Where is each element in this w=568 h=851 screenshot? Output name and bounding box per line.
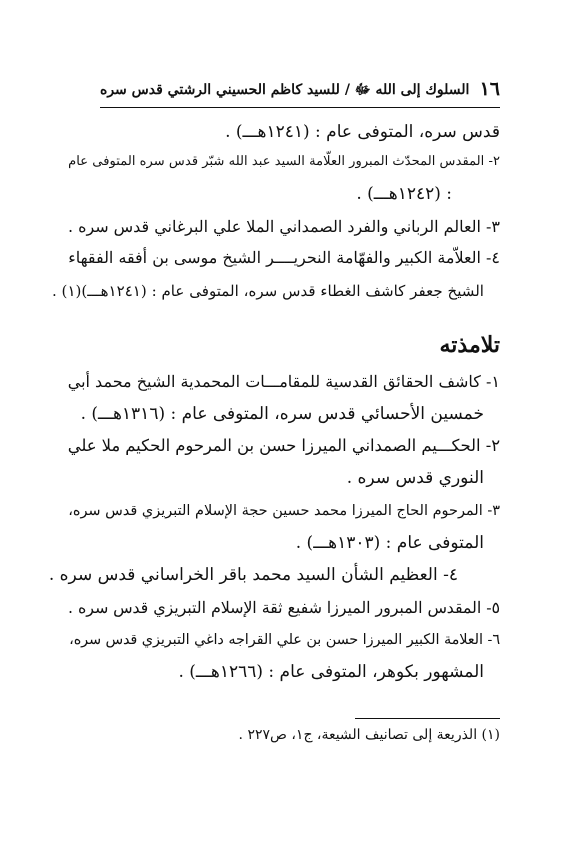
text-line: ٤- العلاّمة الكبير والفهّامة النحريــــر الشيخ موسى بن أفقه الفقهاء (68, 248, 500, 267)
text-line: ٢- المقدس المحدّث المبرور العلّامة السيد عبد الله شبّر قدس سره المتوفى عام (68, 154, 500, 169)
text-line: ١- كاشف الحقائق القدسية للمقامـــات المحمدية الشيخ محمد أبي (67, 372, 500, 391)
text-line: الشيخ جعفر كاشف الغطاء قدس سره، المتوفى عام : (١٢٤١هـــ)(١) . (51, 282, 484, 300)
text-line: ٢- الحكـــيم الصمداني الميرزا حسن بن المرحوم الحكيم ملا علي (67, 436, 500, 455)
page-header (100, 78, 500, 106)
header-rule (100, 107, 500, 108)
text-line: ٣- العالم الرباني والفرد الصمداني الملا علي البرغاني قدس سره . (67, 217, 500, 236)
text-line: ٥- المقدس المبرور الميرزا شفيع ثقة الإسلام التبريزي قدس سره . (68, 598, 500, 617)
page-number: ١٦ (479, 78, 500, 100)
text-line: المشهور بكوهر، المتوفى عام : (١٢٦٦هـــ) . (178, 662, 484, 682)
text-line: ٦- العلامة الكبير الميرزا حسن بن علي القراجه داغي التبريزي قدس سره، (69, 632, 500, 648)
text-line: : (١٢٤٢هـــ) . (356, 184, 452, 204)
text-line: ٤- العظيم الشأن السيد محمد باقر الخراساني قدس سره . (48, 565, 458, 585)
text-line: النوري قدس سره . (346, 468, 484, 488)
section-heading: تلامذته (439, 332, 500, 358)
text-line: ٣- المرحوم الحاج الميرزا محمد حسين حجة الإسلام التبريزي قدس سره، (68, 503, 500, 519)
footnote-rule (355, 718, 500, 719)
text-line: قدس سره، المتوفى عام : (١٢٤١هـــ) . (225, 122, 500, 142)
text-line: خمسين الأحسائي قدس سره، المتوفى عام : (١٣١٦هـــ) . (80, 404, 484, 424)
text-line: المتوفى عام : (١٣٠٣هـــ) . (295, 533, 484, 553)
footnote: (١) الذريعة إلى تصانيف الشيعة، ج١، ص٢٢٧ . (238, 727, 500, 743)
running-title: السلوك إلى الله ﷻ / للسيد كاظم الحسيني الرشتي قدس سره (100, 82, 470, 98)
